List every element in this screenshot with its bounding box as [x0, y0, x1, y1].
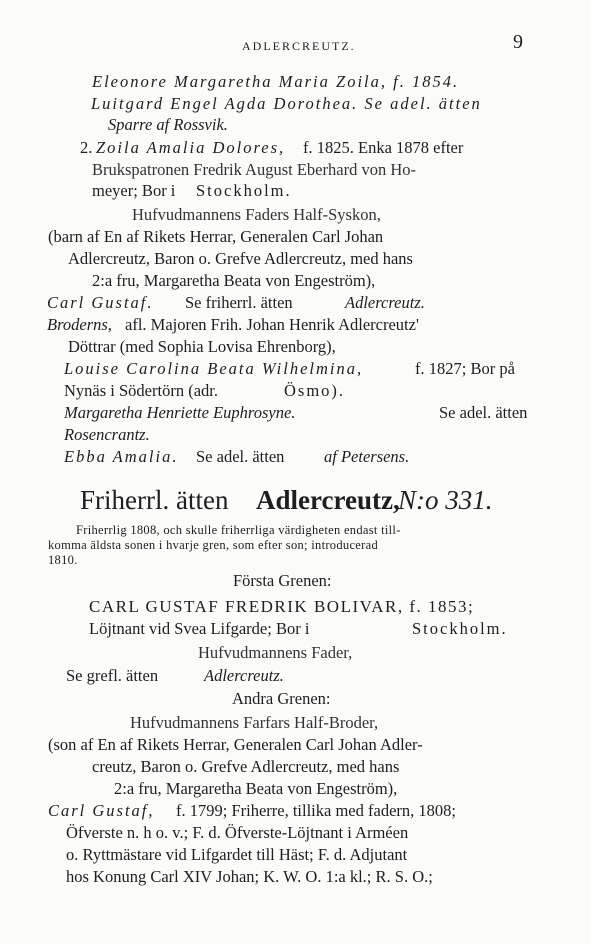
text-line: 1810. — [48, 553, 78, 567]
branch-heading: Andra Grenen: — [232, 689, 331, 708]
page-number: 9 — [513, 31, 523, 53]
text-line: Margaretha Henriette Euphrosyne. — [64, 403, 296, 422]
text-line: meyer; Bor i — [92, 181, 176, 200]
text-line: af Petersens. — [324, 447, 410, 466]
text-line: Luitgard Engel Agda Dorothea. Se adel. ätten — [91, 94, 482, 113]
text-line: Se adel. ätten — [439, 403, 528, 422]
text-line: Adlercreutz. — [204, 666, 284, 685]
text-line: 2:a fru, Margaretha Beata von Engeström), — [92, 271, 376, 290]
text-line: Se friherrl. ätten — [185, 293, 293, 312]
text-line: Se grefl. ätten — [66, 666, 159, 685]
text-line: o. Ryttmästare vid Lifgardet till Häst; F. d. Adjutant — [66, 845, 408, 864]
text-line: Hufvudmannens Fader, — [198, 643, 353, 662]
text-line: Hufvudmannens Farfars Half-Broder, — [130, 713, 379, 732]
text-line: Broderns, — [47, 315, 112, 334]
text-line: Ebba Amalia. — [64, 447, 179, 466]
text-line: Öfverste n. h o. v.; F. d. Öfverste-Löjtnant i Arméen — [66, 823, 409, 842]
text-line: Friherrlig 1808, och skulle friherrliga värdigheten endast till- — [76, 523, 401, 537]
text-line: CARL GUSTAF FREDRIK BOLIVAR, f. 1853; — [89, 597, 475, 616]
text-line: Sparre af Rossvik. — [108, 115, 228, 134]
text-line: Ösmo). — [284, 381, 346, 400]
text-line: Stockholm. — [196, 181, 292, 200]
text-line: afl. Majoren Frih. Johan Henrik Adlercreutz' — [125, 315, 419, 334]
text-line: f. 1825. Enka 1878 efter — [303, 138, 464, 157]
text-line: Louise Carolina Beata Wilhelmina, — [64, 359, 364, 378]
text-line: f. 1827; Bor på — [415, 359, 515, 378]
text-line: Se adel. ätten — [196, 447, 285, 466]
text-line: Carl Gustaf, — [48, 801, 155, 820]
text-line: Adlercreutz, Baron o. Grefve Adlercreutz, med hans — [68, 249, 413, 268]
text-line: Hufvudmannens Faders Half-Syskon, — [132, 205, 381, 224]
text-line: Zoila Amalia Dolores, — [96, 138, 286, 157]
section-title-family: Adlercreutz, — [256, 485, 400, 515]
text-line: Nynäs i Södertörn (adr. — [64, 381, 218, 400]
section-title-number: N:o 331. — [398, 485, 493, 515]
text-line: Carl Gustaf. — [47, 293, 154, 312]
running-header: ADLERCREUTZ. — [242, 39, 356, 53]
text-line: Döttrar (med Sophia Lovisa Ehrenborg), — [68, 337, 336, 356]
text-line: f. 1799; Friherre, tillika med fadern, 1808; — [176, 801, 456, 820]
text-line: Adlercreutz. — [345, 293, 425, 312]
text-line: 2:a fru, Margaretha Beata von Engeström), — [114, 779, 398, 798]
text-line: 2. — [80, 138, 93, 157]
text-line: Stockholm. — [412, 619, 508, 638]
text-line: creutz, Baron o. Grefve Adlercreutz, med hans — [92, 757, 400, 776]
text-line: (son af En af Rikets Herrar, Generalen Carl Johan Adler- — [48, 735, 423, 754]
text-line: Rosencrantz. — [64, 425, 150, 444]
text-line: komma äldsta sonen i hvarje gren, som efter son; introducerad — [48, 538, 379, 552]
text-line: hos Konung Carl XIV Johan; K. W. O. 1:a kl.; R. S. O.; — [66, 867, 433, 886]
text-line: Eleonore Margaretha Maria Zoila, f. 1854. — [92, 72, 460, 91]
text-line: (barn af En af Rikets Herrar, Generalen Carl Johan — [48, 227, 384, 246]
section-title: Friherrl. ätten — [80, 485, 229, 515]
branch-heading: Första Grenen: — [233, 571, 332, 590]
text-line: Brukspatronen Fredrik August Eberhard von Ho- — [92, 160, 416, 179]
text-line: Löjtnant vid Svea Lifgarde; Bor i — [89, 619, 310, 638]
